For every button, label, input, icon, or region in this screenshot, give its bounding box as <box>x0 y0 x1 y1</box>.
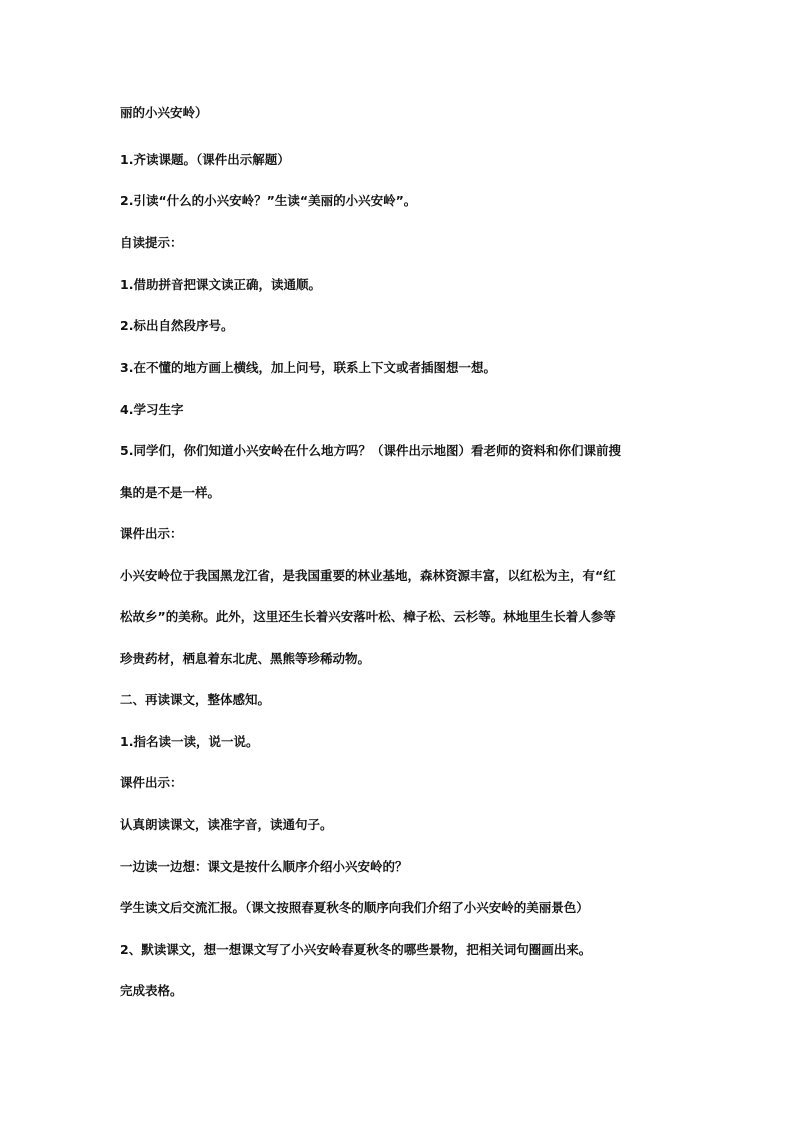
text-line: 2.引读“什么的小兴安岭？”生读“美丽的小兴安岭”。 <box>120 193 417 208</box>
text-line: 1.指名读一读，说一说。 <box>120 734 259 749</box>
section-heading: 自读提示： <box>120 235 183 250</box>
text-line: 1.齐读课题。（课件出示解题） <box>120 152 290 167</box>
section-heading: 课件出示： <box>120 775 183 790</box>
text-line: 3.在不懂的地方画上横线，加上问号，联系上下文或者插图想一想。 <box>120 360 496 375</box>
text-line: 1.借助拼音把课文读正确，读通顺。 <box>120 277 321 292</box>
text-line: 完成表格。 <box>120 983 183 998</box>
text-line: 集的是不是一样。 <box>120 485 221 500</box>
text-line: 2.标出自然段序号。 <box>120 318 234 333</box>
section-heading: 二、再读课文，整体感知。 <box>120 692 271 707</box>
text-line: 一边读一边想：课文是按什么顺序介绍小兴安岭的？ <box>120 859 408 874</box>
text-line: 认真朗读课文，读准字音，读通句子。 <box>120 817 333 832</box>
section-heading: 课件出示： <box>120 526 183 541</box>
text-line: 学生读文后交流汇报。（课文按照春夏秋冬的顺序向我们介绍了小兴安岭的美丽景色） <box>120 900 589 915</box>
text-line: 松故乡”的美称。此外，这里还生长着兴安落叶松、樟子松、云杉等。林地里生长着人参等 <box>120 609 616 624</box>
text-line: 珍贵药材，栖息着东北虎、黑熊等珍稀动物。 <box>120 651 371 666</box>
text-line: 丽的小兴安岭） <box>120 105 208 120</box>
text-line: 2、默读课文，想一想课文写了小兴安岭春夏秋冬的哪些景物，把相关词句圈画出来。 <box>120 942 592 957</box>
text-line: 小兴安岭位于我国黑龙江省，是我国重要的林业基地，森林资源丰富，以红松为主，有“红 <box>120 568 616 583</box>
text-line: 4.学习生字 <box>120 402 184 417</box>
text-line: 5.同学们，你们知道小兴安岭在什么地方吗？（课件出示地图）看老师的资料和你们课前搜 <box>120 443 621 458</box>
